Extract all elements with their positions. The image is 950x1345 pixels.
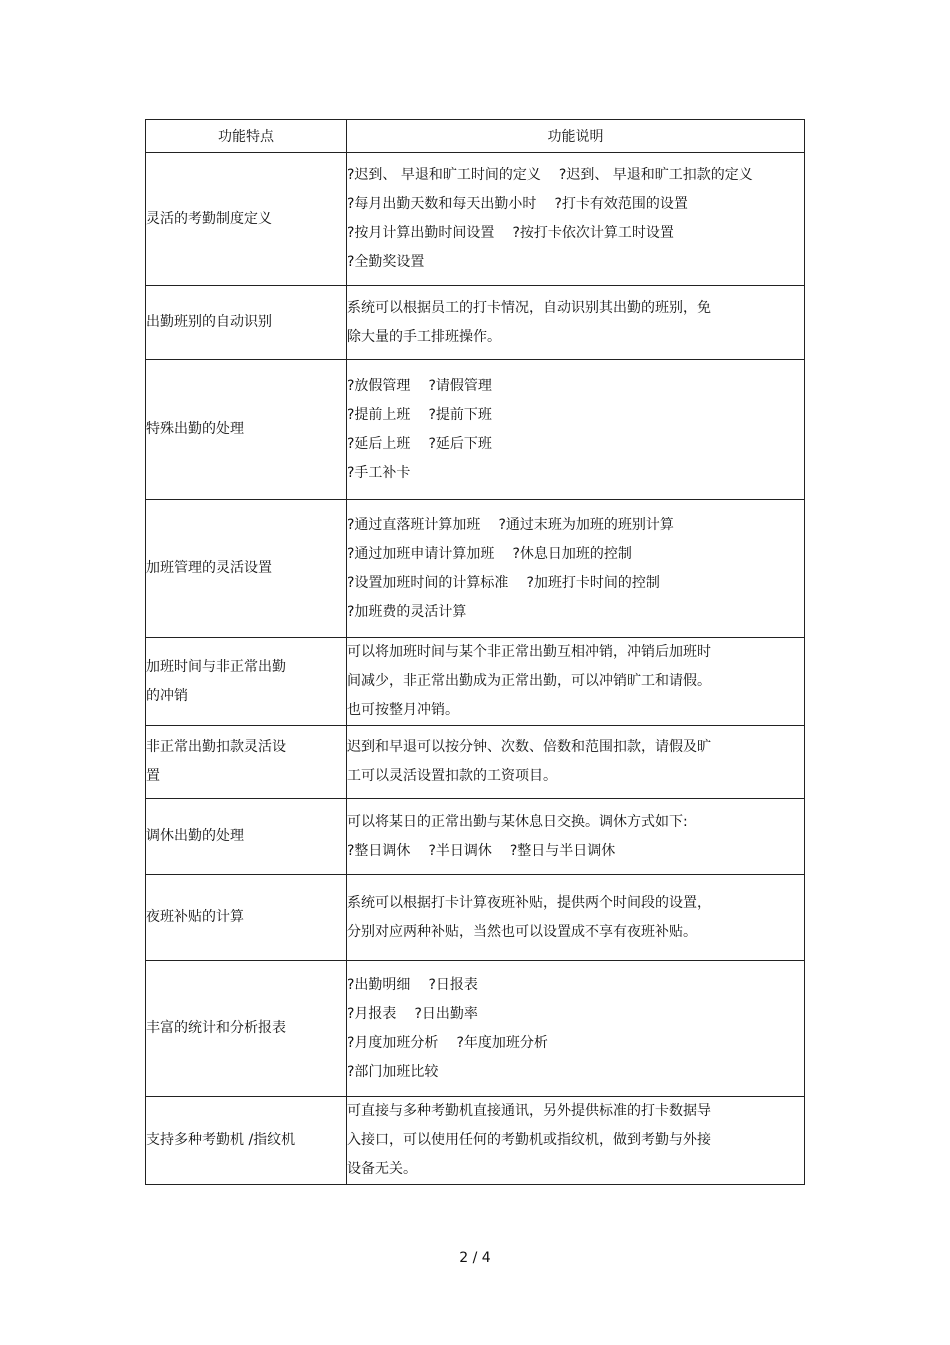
description-item: ?提前下班 <box>428 406 492 423</box>
page-number: 2 / 4 <box>459 1250 491 1266</box>
description-line <box>347 161 804 190</box>
description-line <box>347 696 804 725</box>
table-body <box>146 153 805 1185</box>
description-line <box>347 294 804 323</box>
description-item: 设备无关。 <box>347 1161 417 1177</box>
description-line <box>347 1029 804 1058</box>
description-item: 可直接与多种考勤机直接通讯，另外提供标准的打卡数据导 <box>347 1103 711 1119</box>
header-feature: 功能特点 <box>146 120 347 153</box>
description-item: ?迟到、 早退和旷工时间的定义 <box>347 167 541 183</box>
description-line <box>347 1058 804 1087</box>
description-line <box>347 1155 804 1184</box>
description-item: 系统可以根据员工的打卡情况，自动识别其出勤的班别，免 <box>347 299 711 316</box>
feature-text: 出勤班别的自动识别 <box>146 314 272 330</box>
feature-text: 的冲销 <box>146 687 188 704</box>
description-line <box>347 667 804 696</box>
description-item: ?手工补卡 <box>347 464 411 481</box>
description-item: 迟到和早退可以按分钟、次数、倍数和范围扣款，请假及旷 <box>347 739 711 755</box>
description-item: ?月度加班分析 <box>347 1034 439 1051</box>
feature-cell <box>146 726 347 799</box>
description-cell <box>347 1097 805 1185</box>
description-item: ?按打卡依次计算工时设置 <box>512 225 674 241</box>
description-item: ?休息日加班的控制 <box>512 545 632 562</box>
description-line <box>347 430 804 459</box>
description-cell <box>347 360 805 500</box>
feature-text: 特殊出勤的处理 <box>146 421 244 437</box>
description-item: ?部门加班比较 <box>347 1063 439 1080</box>
header-description: 功能说明 <box>347 120 805 153</box>
table-header-row <box>146 120 805 153</box>
table-row <box>146 726 805 799</box>
table-row <box>146 799 805 875</box>
description-item: ?迟到、 早退和旷工扣款的定义 <box>558 167 753 183</box>
description-line <box>347 511 804 540</box>
description-item: ?全勤奖设置 <box>347 254 425 270</box>
description-line <box>347 1126 804 1155</box>
feature-cell <box>146 153 347 286</box>
description-line <box>347 971 804 1000</box>
description-cell <box>347 961 805 1097</box>
description-line <box>347 808 804 837</box>
table-row <box>146 961 805 1097</box>
description-item: ?设置加班时间的计算标准 <box>347 574 509 591</box>
description-item: 除大量的手工排班操作。 <box>347 328 501 345</box>
description-line <box>347 459 804 488</box>
description-line <box>347 190 804 219</box>
description-cell <box>347 638 805 726</box>
feature-text: 支持多种考勤机 /指纹机 <box>146 1132 296 1148</box>
feature-cell <box>146 1097 347 1185</box>
description-line <box>347 762 804 791</box>
feature-text: 加班管理的灵活设置 <box>146 560 272 576</box>
description-item: 间减少，非正常出勤成为正常出勤，可以冲销旷工和请假。 <box>347 673 711 689</box>
description-item: ?通过直落班计算加班 <box>347 516 481 533</box>
description-item: ?通过末班为加班的班别计算 <box>498 516 674 533</box>
feature-cell <box>146 286 347 360</box>
description-item: ?每月出勤天数和每天出勤小时 <box>347 196 537 212</box>
description-item: 也可按整月冲销。 <box>347 702 459 718</box>
description-line <box>347 401 804 430</box>
description-item: 系统可以根据打卡计算夜班补贴，提供两个时间段的设置， <box>347 894 711 911</box>
table-row <box>146 286 805 360</box>
description-item: ?日出勤率 <box>414 1005 478 1022</box>
description-line <box>347 219 804 248</box>
feature-text: 非正常出勤扣款灵活设 <box>146 739 286 755</box>
description-cell <box>347 286 805 360</box>
feature-cell <box>146 961 347 1097</box>
feature-cell <box>146 875 347 961</box>
description-item: ?半日调休 <box>428 842 492 859</box>
feature-text: 夜班补贴的计算 <box>146 909 244 925</box>
description-cell <box>347 153 805 286</box>
description-item: ?按月计算出勤时间设置 <box>347 225 495 241</box>
description-item: 分别对应两种补贴，当然也可以设置成不享有夜班补贴。 <box>347 923 697 940</box>
description-item: ?通过加班申请计算加班 <box>347 545 495 562</box>
feature-text: 加班时间与非正常出勤 <box>146 658 286 675</box>
description-item: 可以将加班时间与某个非正常出勤互相冲销，冲销后加班时 <box>347 644 711 660</box>
description-line <box>347 889 804 918</box>
description-line <box>347 598 804 627</box>
description-cell <box>347 875 805 961</box>
description-item: ?延后上班 <box>347 435 411 452</box>
description-line <box>347 733 804 762</box>
feature-table <box>145 119 805 1185</box>
feature-cell <box>146 799 347 875</box>
description-item: ?整日与半日调休 <box>509 842 616 859</box>
description-line <box>347 837 804 866</box>
description-item: ?整日调休 <box>347 842 411 859</box>
description-item: ?请假管理 <box>428 377 492 394</box>
table-row <box>146 360 805 500</box>
table-row <box>146 1097 805 1185</box>
feature-cell <box>146 500 347 638</box>
description-line <box>347 1097 804 1126</box>
table-row <box>146 500 805 638</box>
description-line <box>347 638 804 667</box>
feature-text: 调休出勤的处理 <box>146 828 244 844</box>
description-cell <box>347 500 805 638</box>
description-line <box>347 323 804 352</box>
description-line <box>347 540 804 569</box>
description-item: ?日报表 <box>428 976 478 993</box>
feature-text: 灵活的考勤制度定义 <box>146 210 272 227</box>
description-cell <box>347 799 805 875</box>
table-row <box>146 153 805 286</box>
table-row <box>146 638 805 726</box>
description-line <box>347 1000 804 1029</box>
description-item: ?放假管理 <box>347 377 411 394</box>
description-line <box>347 918 804 947</box>
feature-cell <box>146 360 347 500</box>
description-item: 入接口，可以使用任何的考勤机或指纹机，做到考勤与外接 <box>347 1132 711 1148</box>
description-item: ?出勤明细 <box>347 976 411 993</box>
description-item: ?加班打卡时间的控制 <box>526 574 660 591</box>
feature-text: 丰富的统计和分析报表 <box>146 1020 286 1036</box>
description-cell <box>347 726 805 799</box>
description-item: ?提前上班 <box>347 406 411 423</box>
feature-cell <box>146 638 347 726</box>
description-line <box>347 248 804 277</box>
description-line <box>347 569 804 598</box>
description-item: ?打卡有效范围的设置 <box>554 196 688 212</box>
feature-text: 置 <box>146 768 160 784</box>
description-item: 可以将某日的正常出勤与某休息日交换。调休方式如下: <box>347 813 688 830</box>
description-item: ?年度加班分析 <box>456 1034 548 1051</box>
description-item: ?加班费的灵活计算 <box>347 603 467 620</box>
table-row <box>146 875 805 961</box>
description-item: ?月报表 <box>347 1005 397 1022</box>
description-line <box>347 372 804 401</box>
description-item: ?延后下班 <box>428 435 492 452</box>
description-item: 工可以灵活设置扣款的工资项目。 <box>347 768 557 784</box>
